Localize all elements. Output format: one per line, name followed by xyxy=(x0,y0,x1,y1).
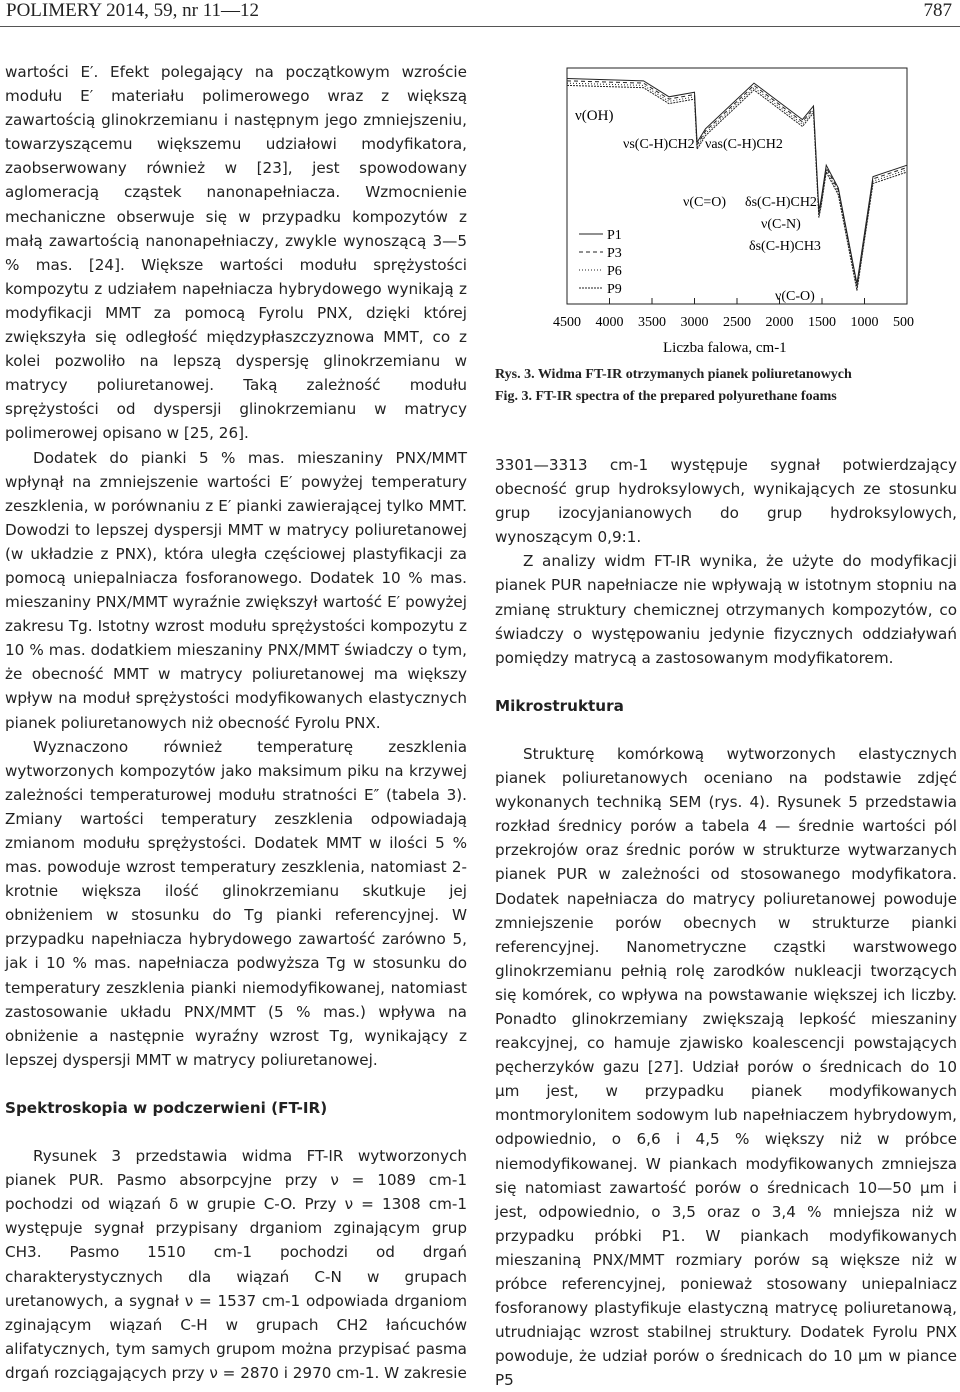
left-column xyxy=(5,60,467,1385)
paragraph: 3301—3313 cm-1 występuje sygnał potwierdzający obecność grup hydroksylowych, wynikających ze stosunku grup izocyjanianowych do grup hydroksylowych, wynoszącym 0,9:1. xyxy=(495,456,957,547)
x-tick-label: 1500 xyxy=(808,315,836,330)
legend-label-p9: P9 xyxy=(607,282,622,297)
annotation-co: ν(C=O) xyxy=(683,195,726,210)
x-tick-label: 4500 xyxy=(553,315,581,330)
paragraph: Z analizy widm FT-IR wynika, że użyte do modyfikacji pianek PUR napełniacze nie wpływają w istotnym stopniu na zmianę struktury chemicznej otrzymanych kompozytów, co świadczy o występowaniu jedynie fizycznych oddziaływań pomiędzy matrycą a zastosowanym modyfikatorem. xyxy=(495,552,957,667)
x-axis-label: Liczba falowa, cm-1 xyxy=(663,340,787,356)
annotation-ds-ch2: δs(C-H)CH2 xyxy=(745,195,817,210)
x-tick-label: 1000 xyxy=(850,315,879,330)
paragraph: wartości E′. Efekt polegający na początkowym wzroście modułu E′ materiału polimerowego wraz z większą zawartością glinokrzemianu i następnym jego zmniejszeniu, towarzyszącemu większemu udziałowi modyfikatora, zaobserwowany również w [23], jest spowodowany aglomeracją cząstek nanonapełniacza. Wzmocnienie mechaniczne obserwuje się w przypadku kompozytów z małą zawartością nanonapełniaczy, zwykle wynoszącą 3—5 % mas. [24]. Większe wartości modułu sprężystości kompozytu z udziałem napełniacza hybrydowego wynikają z modyfikacji MMT za pomocą Fyrolu PNX, dzięki której zwiększyła się odległość międzypłaszczyznowa MMT, co z kolei pozwoliło na lepszą dyspersję glinokrzemianu w matrycy poliuretanowej. Taką zależność modułu sprężystości od dyspersji glinokrzemianu w matrycy polimerowej opisano w [25, 26]. xyxy=(5,63,467,443)
annotation-cn: ν(C-N) xyxy=(761,217,801,232)
annotation-ds-ch3: δs(C-H)CH3 xyxy=(749,239,821,254)
paragraph: Strukturę komórkową wytworzonych elastycznych pianek poliuretanowych oceniano na podstawie zdjęć wykonanych techniką SEM (rys. 4). Rysunek 5 przedstawia rozkład średnicy porów a tabela 4 — średnie wartości pól przekrojów oraz średnic porów w strukturze wytwarzanych pianek PUR w zależności od stosowanego modyfikatora. Dodatek napełniacza do matrycy poliuretanowej powoduje zmniejszenie porów obecnych w strukturze pianki referencyjnej. Nanometryczne cząstki warstwowego glinokrzemianu pełnią rolę zarodków nukleacji tworzących się komórek, co wpływa na powstawanie większej ich liczby. Ponadto glinokrzemiany zwiększają lepkość mieszaniny reakcyjnej, co hamuje zjawisko koalescencji powstających pęcherzyków gazu [27]. Udział porów o średnicach do 10 µm jest, w przypadku pianek modyfikowanych montmorylonitem sodowym lub napełniaczem hybrydowym, odpowiednio, o 6,6 i 4,5 % większy niż w próbce niemodyfikowanej. W piankach modyfikowanych zmniejsza się natomiast zawartość porów o średnicach 10—50 µm i jest, odpowiednio, o 3,5 oraz o 3,4 % mniejsza niż w przypadku próbki P1. W piankach modyfikowanych mieszaniną PNX/MMT rozmiary porów są większe niż w próbce referencyjnej, ponieważ stosowany uniepalniacz fosforanowy plastyfikuje elastyczną matrycę poliuretanową, utrudniając wzrost stabilnej struktury. Dodatek Fyrolu PNX powoduje, że udział porów o średnicach do 10 µm w piance P5 xyxy=(495,744,957,1390)
journal-title: POLIMERY 2014, 59, nr 11—12 xyxy=(6,0,259,21)
section-heading-ftir: Spektroskopia w podczerwieni (FT-IR) xyxy=(5,1098,328,1117)
x-tick-label: 500 xyxy=(893,315,914,330)
x-tick-label: 3000 xyxy=(680,315,709,330)
paragraph: Rysunek 3 przedstawia widma FT-IR wytworzonych pianek PUR. Pasmo absorpcyjne przy ν = 1089 cm-1 pochodzi od wiązań δ w grupie C-O. Przy ν = 1308 cm-1 występuje sygnał przypisany drganiom zginającym grup CH3. Pasmo 1510 cm-1 pochodzi od drgań charakterystycznych dla wiązań C-N w grupach uretanowych, a sygnał ν = 1537 cm-1 odpowiada drganiom zginającym wiązań C-H w grupach CH2 łańcuchów alifatycznych, tym samych grupom można przypisać pasma drgań rozciągających przy ν = 2870 i 2970 cm-1. W zakresie xyxy=(5,1147,467,1382)
ftir-figure xyxy=(553,60,960,360)
header-rule xyxy=(0,26,960,27)
legend-label-p3: P3 xyxy=(607,246,622,261)
legend xyxy=(579,228,622,297)
page-number: 787 xyxy=(923,0,952,21)
figure-caption-pl: Rys. 3. Widma FT-IR otrzymanych pianek poliuretanowych xyxy=(495,367,852,382)
right-column xyxy=(495,453,957,1392)
annotation-vas-ch2: νas(C-H)CH2 xyxy=(705,137,783,152)
page-header xyxy=(0,0,960,26)
figure-caption-en: Fig. 3. FT-IR spectra of the prepared polyurethane foams xyxy=(495,389,837,404)
annotation-vs-ch2: νs(C-H)CH2 xyxy=(623,137,695,152)
ftir-chart xyxy=(553,60,960,360)
annotation-c-o: ν(C-O) xyxy=(775,289,815,304)
legend-label-p1: P1 xyxy=(607,228,622,243)
section-heading-mikrostruktura: Mikrostruktura xyxy=(495,696,624,715)
paragraph: Wyznaczono również temperaturę zeszklenia wytworzonych kompozytów jako maksimum piku na krzywej zależności temperaturowej modułu stratności E″ (tabela 3). Zmiany wartości temperatury zeszklenia odpowiadają zmianom modułu sprężystości. Dodatek MMT w ilości 5 % mas. powoduje wzrost temperatury zeszklenia, natomiast 2-krotnie większa ilość glinokrzemianu skutkuje jej obniżeniem w stosunku do Tg pianki referencyjnej. W przypadku napełniacza hybrydowego zawartość zarówno 5, jak i 10 % mas. napełniacza podwyższa Tg w stosunku do temperatury zeszklenia pianki niemodyfikowanej, natomiast zastosowanie układu PNX/MMT (5 % mas.) wpływa na obniżenie a następnie wyraźny wzrost Tg, wynikający z lepszej dyspersji MMT w matrycy poliuretanowej. xyxy=(5,737,467,1069)
paragraph: Dodatek do pianki 5 % mas. mieszaniny PNX/MMT wpłynął na zmniejszenie wartości E′ powyżej temperatury zeszklenia, w porównaniu z E′ pianki zawierającej tylko MMT. Dowodzi to lepszej dyspersji MMT w matrycy poliuretanowej (w układzie z PNX), która uległa częściowej plastyfikacji za pomocą uniepalniacza fosforanowego. Dodatek 10 % mas. mieszaniny PNX/MMT wyraźnie zwiększył wartość E′ powyżej zakresu Tg. Istotny wzrost modułu sprężystości kompozytu z 10 % mas. dodatkiem mieszaniny PNX/MMT świadczy o tym, że obecność MMT w matrycy poliuretanowej ma większy wpływ na moduł sprężystości modyfikowanych elastycznych pianek poliuretanowych niż obecność Fyrolu PNX. xyxy=(5,448,467,732)
x-tick-label: 3500 xyxy=(638,315,666,330)
x-tick-label: 4000 xyxy=(595,315,624,330)
x-tick-label: 2500 xyxy=(723,315,751,330)
annotation-oh: ν(OH) xyxy=(575,108,614,124)
x-tick-label: 2000 xyxy=(765,315,794,330)
legend-label-p6: P6 xyxy=(607,264,622,279)
